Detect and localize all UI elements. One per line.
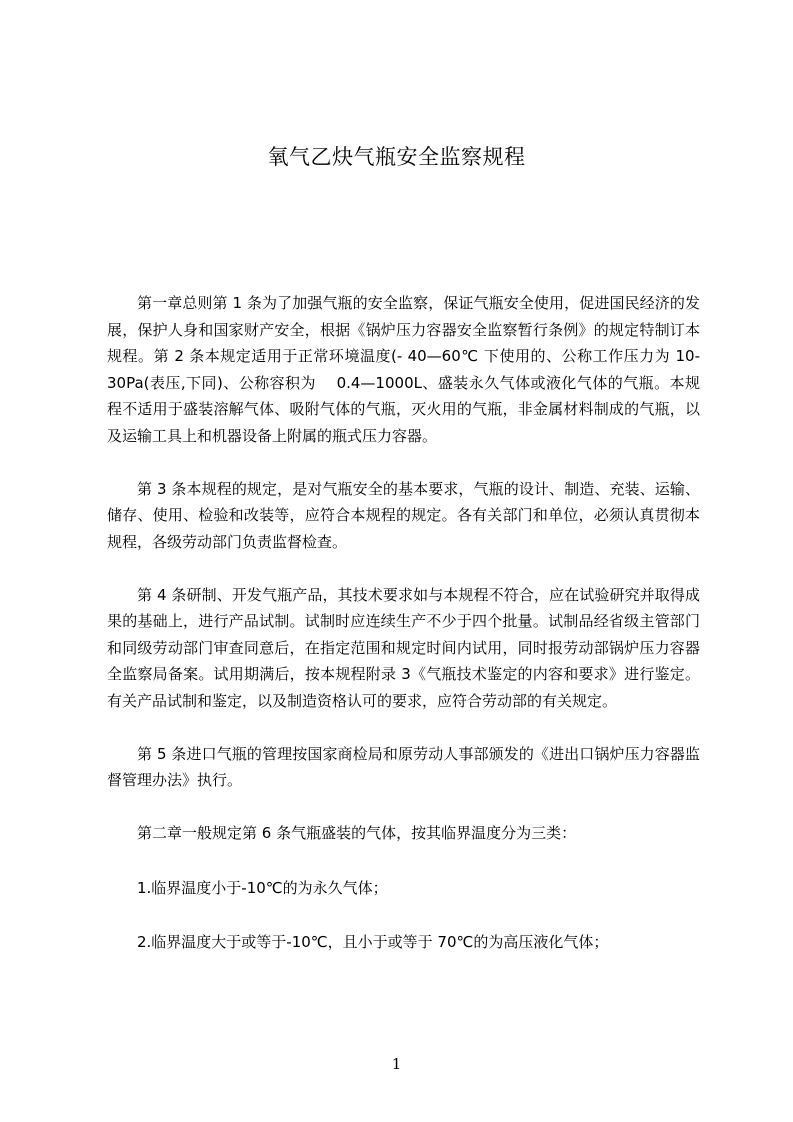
paragraph-article-5: 第 5 条进口气瓶的管理按国家商检局和原劳动人事部颁发的《进出口锅炉压力容器监督管理办法》执行。: [107, 744, 700, 789]
list-item-high-pressure-liquefied-gas: 2.临界温度大于或等于-10℃，且小于或等于 70℃的为高压液化气体；: [137, 933, 609, 951]
paragraph-article-4: 第 4 条研制、开发气瓶产品，其技术要求如与本规程不符合，应在试验研究并取得成果的基础上，进行产品试制。试制时应连续生产不少于四个批量。试制品经省级主管部门和同级劳动部门审查同意后，在指定范围和规定时间内试用，同时报劳动部锅炉压力容器全监察局备案。试用期满后，按本规程附录 3《气瓶技术鉴定的内容和要求》进行鉴定。有关产品试制和鉴定，以及制造资格认可的要求，应符合劳动部的有关规定。: [107, 585, 700, 710]
paragraph-chapter-2: 第二章一般规定第 6 条气瓶盛装的气体，按其临界温度分为三类：: [137, 824, 577, 842]
page-title: 氧气乙炔气瓶安全监察规程: [267, 145, 526, 169]
paragraph-chapter-1: 第一章总则第 1 条为了加强气瓶的安全监察，保证气瓶安全使用，促进国民经济的发展，保护人身和国家财产安全，根据《锅炉压力容器安全监察暂行条例》的规定特制订本规程。第 2 条本规定适用于正常环境温度(- 40—60℃ 下使用的、公称工作压力为 10-30Pa(表压,下同)、公称容积为 0.4—1000L、盛装永久气体或液化气体的气瓶。本规程不适用于盛装溶解气体、吸附气体的气瓶，灭火用的气瓶，非金属材料制成的气瓶，以及运输工具上和机器设备上附属的瓶式压力容器。: [107, 294, 700, 445]
document-body: [107, 290, 700, 984]
page-number: 1: [391, 1055, 402, 1073]
paragraph-article-3: 第 3 条本规程的规定，是对气瓶安全的基本要求，气瓶的设计、制造、充装、运输、储存、使用、检验和改装等，应符合本规程的规定。各有关部门和单位，必须认真贯彻本规程，各级劳动部门负责监督检查。: [107, 479, 700, 551]
list-item-permanent-gas: 1.临界温度小于-10℃的为永久气体；: [137, 878, 388, 897]
